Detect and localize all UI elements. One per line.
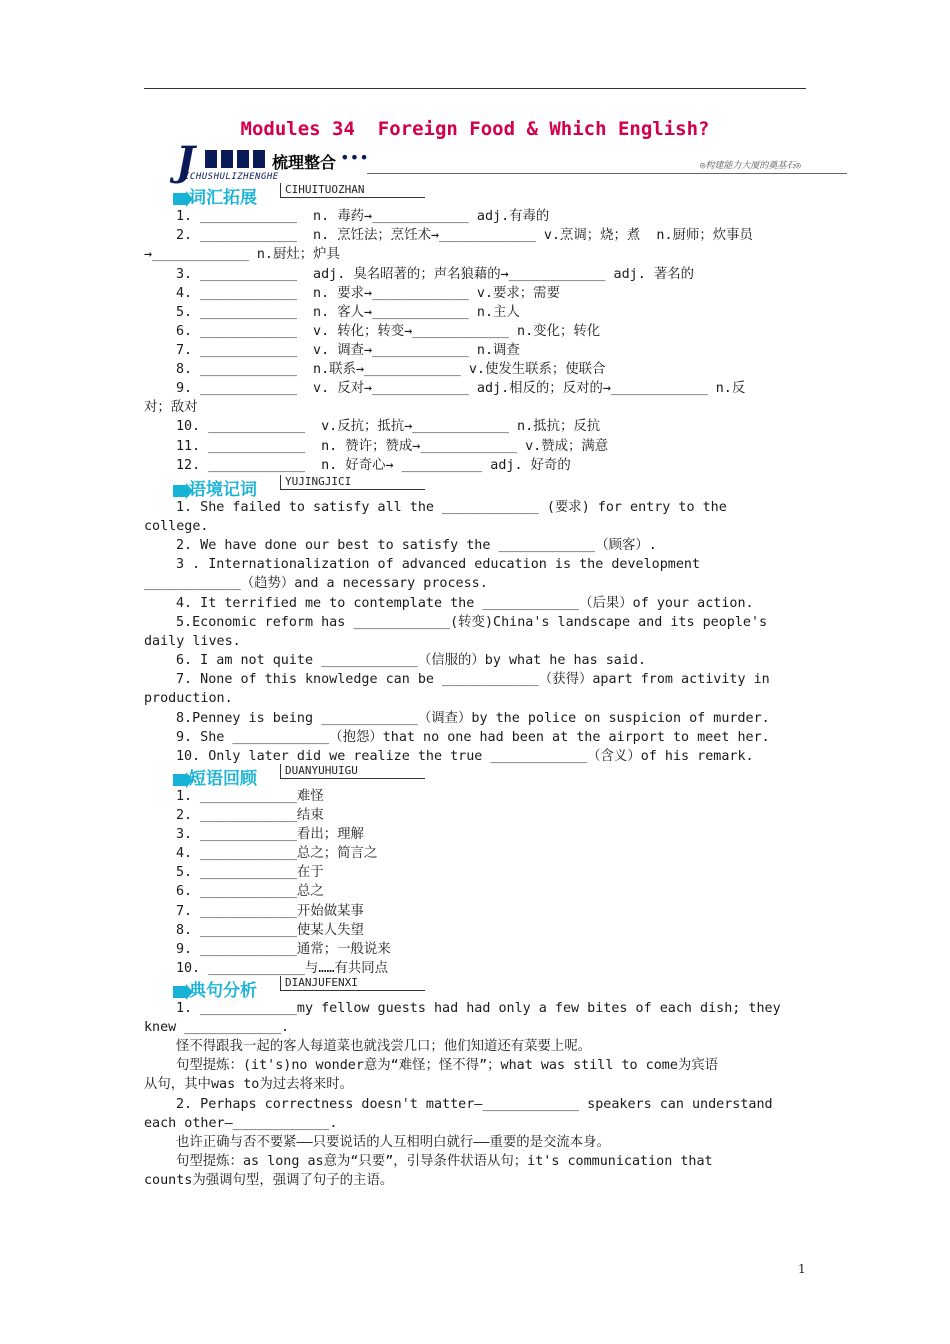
sentence-pattern-cont: 从句，其中was to为过去将来时。 bbox=[144, 1077, 354, 1092]
section-context-header bbox=[173, 475, 352, 500]
banner-letter: J bbox=[176, 138, 195, 185]
vocab-item: 11. ____________ n. 赞许；赞成→____________ v.赞成；满意 bbox=[176, 439, 609, 454]
phrase-item: 1. ____________难怪 bbox=[176, 789, 324, 804]
context-item: 5.Economic reform has ____________(转变)China's landscape and its people's bbox=[176, 615, 768, 630]
top-rule bbox=[144, 88, 806, 89]
context-item: 9. She ____________（抱怨）that no one had been at the airport to meet her. bbox=[176, 730, 770, 745]
banner-label: 梳理整合 bbox=[272, 153, 337, 172]
phrase-item: 4. ____________总之；简言之 bbox=[176, 846, 378, 861]
phrase-item: 7. ____________开始做某事 bbox=[176, 904, 364, 919]
sentence-pattern-cont: counts为强调句型，强调了句子的主语。 bbox=[144, 1173, 394, 1188]
section-pinyin: DUANYUHUIGU bbox=[280, 764, 425, 779]
vocab-item-cont: →____________ n.厨灶；炉具 bbox=[144, 247, 340, 262]
vocab-item: 9. ____________ v. 反对→____________ adj.相反的；反对的→____________ n.反 bbox=[176, 381, 746, 396]
phrase-item: 9. ____________通常；一般说来 bbox=[176, 942, 391, 957]
sentence-item-cont: knew ____________. bbox=[144, 1020, 290, 1035]
sentence-item: 1. ____________my fellow guests had had only a few bites of each dish; they bbox=[176, 1001, 781, 1016]
phrase-item: 10. ____________与……有共同点 bbox=[176, 961, 389, 976]
vocab-item: 10. ____________ v.反抗；抵抗→____________ n.抵抗；反抗 bbox=[176, 419, 601, 434]
context-item-cont: daily lives. bbox=[144, 634, 241, 649]
arrow-icon bbox=[173, 485, 187, 497]
sentence-pattern: 句型提炼：(it's)no wonder意为“难怪；怪不得”；what was still to come为宾语 bbox=[176, 1058, 719, 1073]
section-sentences-header bbox=[173, 976, 358, 1001]
section-label: 短语回顾 bbox=[189, 769, 257, 789]
phrase-item: 6. ____________总之 bbox=[176, 884, 324, 899]
sentence-item-cont: each other—____________. bbox=[144, 1116, 338, 1131]
section-label: 典句分析 bbox=[189, 981, 257, 1001]
arrow-icon bbox=[173, 774, 187, 786]
banner-slogan: ◎构建能力大厦的奠基石◎ bbox=[700, 161, 801, 171]
sentence-pattern: 句型提炼：as long as意为“只要”，引导条件状语从句；it's communication that bbox=[176, 1154, 713, 1169]
section-phrases-header bbox=[173, 764, 358, 789]
context-item: 8.Penney is being ____________（调查）by the police on suspicion of murder. bbox=[176, 711, 770, 726]
section-label: 语境记词 bbox=[189, 480, 257, 500]
vocab-item: 3. ____________ adj. 臭名昭著的；声名狼藉的→____________ adj. 著名的 bbox=[176, 267, 695, 282]
context-item: 4. It terrified me to contemplate the ____________（后果）of your action. bbox=[176, 596, 754, 611]
vocab-item: 8. ____________ n.联系→____________ v.使发生联系；使联合 bbox=[176, 362, 606, 377]
vocab-item: 2. ____________ n. 烹饪法；烹饪术→____________ v.烹调；烧；煮 n.厨师；炊事员 bbox=[176, 228, 753, 243]
phrase-item: 5. ____________在于 bbox=[176, 865, 324, 880]
vocab-item-cont: 对；敌对 bbox=[144, 400, 198, 415]
vocab-item: 1. ____________ n. 毒药→____________ adj.有毒的 bbox=[176, 209, 550, 224]
vocab-item: 6. ____________ v. 转化；转变→____________ n.变化；转化 bbox=[176, 324, 601, 339]
sentence-item: 2. Perhaps correctness doesn't matter—____________ speakers can understand bbox=[176, 1097, 773, 1112]
context-item: 7. None of this knowledge can be ____________（获得）apart from activity in bbox=[176, 672, 770, 687]
banner-bars bbox=[205, 150, 267, 168]
arrow-icon bbox=[173, 986, 187, 998]
banner-dots: ••• bbox=[340, 148, 369, 167]
vocab-item: 7. ____________ v. 调查→____________ n.调查 bbox=[176, 343, 520, 358]
phrase-item: 2. ____________结束 bbox=[176, 808, 324, 823]
sentence-translation: 也许正确与否不要紧——只要说话的人互相明白就行——重要的是交流本身。 bbox=[176, 1135, 610, 1150]
section-pinyin: YUJINGJICI bbox=[280, 475, 425, 490]
vocab-item: 5. ____________ n. 客人→____________ n.主人 bbox=[176, 305, 520, 320]
context-item-cont: ____________（趋势）and a necessary process. bbox=[144, 576, 488, 591]
context-item: 2. We have done our best to satisfy the ____________（顾客）. bbox=[176, 538, 657, 553]
page-title: Modules 34 Foreign Food & Which English? bbox=[240, 118, 710, 140]
vocab-item: 12. ____________ n. 好奇心→ __________ adj. 好奇的 bbox=[176, 458, 571, 473]
arrow-icon bbox=[173, 193, 187, 205]
section-pinyin: DIANJUFENXI bbox=[280, 976, 425, 991]
section-pinyin: CIHUITUOZHAN bbox=[280, 183, 425, 198]
context-item: 1. She failed to satisfy all the ____________ (要求) for entry to the bbox=[176, 500, 727, 515]
section-label: 词汇拓展 bbox=[189, 188, 257, 208]
sentence-translation: 怪不得跟我一起的客人每道菜也就浅尝几口；他们知道还有菜要上呢。 bbox=[176, 1039, 592, 1054]
context-item: 3 . Internationalization of advanced education is the development bbox=[176, 557, 701, 572]
context-item: 10. Only later did we realize the true ____________（含义）of his remark. bbox=[176, 749, 754, 764]
context-item-cont: production. bbox=[144, 691, 233, 706]
context-item-cont: college. bbox=[144, 519, 209, 534]
context-item: 6. I am not quite ____________（信服的）by what he has said. bbox=[176, 653, 647, 668]
page-number: 1 bbox=[798, 1262, 806, 1276]
vocab-item: 4. ____________ n. 要求→____________ v.要求；需要 bbox=[176, 286, 560, 301]
phrase-item: 8. ____________使某人失望 bbox=[176, 923, 364, 938]
section-vocab-header bbox=[173, 183, 365, 208]
banner-underline bbox=[367, 173, 847, 174]
banner-pinyin: ICHUSHULIZHENGHE bbox=[184, 172, 279, 182]
phrase-item: 3. ____________看出；理解 bbox=[176, 827, 364, 842]
section-banner bbox=[172, 138, 847, 188]
